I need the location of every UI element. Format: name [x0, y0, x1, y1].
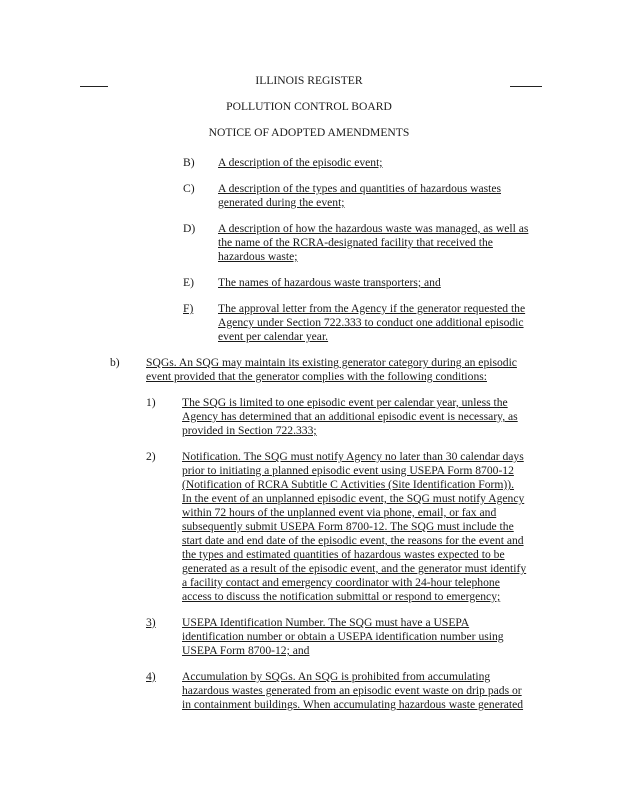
- item-3-line: USEPA Form 8700-12; and: [182, 644, 310, 657]
- notice-title: NOTICE OF ADOPTED AMENDMENTS: [208, 126, 410, 139]
- item-4-line: in containment buildings. When accumulating hazardous waste generated: [182, 698, 524, 711]
- item-1-line: provided in Section 722.333;: [182, 424, 317, 437]
- item-label-b: B): [183, 156, 195, 169]
- item-1-line: The SQG is limited to one episodic event per calendar year, unless the: [182, 396, 508, 409]
- item-2-line: start date and end date of the episodic event, the reasons for the event and: [182, 534, 524, 547]
- item-label-3: 3): [146, 616, 156, 629]
- item-2-line: prior to initiating a planned episodic event using USEPA Form 8700-12: [182, 464, 514, 477]
- header-rule-right: [510, 86, 542, 87]
- section-b-line: event provided that the generator complies with the following conditions:: [146, 370, 487, 383]
- item-d-line: hazardous waste;: [218, 250, 298, 263]
- item-4-line: Accumulation by SQGs. An SQG is prohibited from accumulating: [182, 670, 491, 683]
- item-2-line: subsequently submit USEPA Form 8700-12. The SQG must include the: [182, 520, 514, 533]
- item-b-line: A description of the episodic event;: [218, 156, 383, 169]
- item-c-line: A description of the types and quantities of hazardous wastes: [218, 182, 502, 195]
- item-d-line: the name of the RCRA-designated facility that received the: [218, 236, 493, 249]
- item-2-line: access to discuss the notification submittal or respond to emergency;: [182, 590, 501, 603]
- item-2-line: the types and estimated quantities of hazardous wastes expected to be: [182, 548, 505, 561]
- item-label-d: D): [183, 222, 196, 235]
- item-d-line: A description of how the hazardous waste was managed, as well as: [218, 222, 529, 235]
- section-b-line: SQGs. An SQG may maintain its existing generator category during an episodic: [146, 356, 517, 369]
- item-label-1: 1): [146, 396, 156, 409]
- register-title: ILLINOIS REGISTER: [255, 74, 363, 87]
- board-title: POLLUTION CONTROL BOARD: [226, 100, 392, 113]
- item-e-line: The names of hazardous waste transporters; and: [218, 276, 441, 289]
- item-1-line: Agency has determined that an additional episodic event is necessary, as: [182, 410, 518, 423]
- item-4-line: hazardous wastes generated from an episodic event waste on drip pads or: [182, 684, 522, 697]
- item-label-f: F): [183, 302, 194, 315]
- item-label-c: C): [183, 182, 195, 195]
- item-2-line: (Notification of RCRA Subtitle C Activities (Site Identification Form)).: [182, 478, 514, 491]
- item-f-line: Agency under Section 722.333 to conduct one additional episodic: [218, 316, 524, 329]
- item-2-line: In the event of an unplanned episodic event, the SQG must notify Agency: [182, 492, 525, 505]
- item-3-line: USEPA Identification Number. The SQG must have a USEPA: [182, 616, 470, 629]
- item-3-line: identification number or obtain a USEPA identification number using: [182, 630, 504, 643]
- item-2-line: Notification. The SQG must notify Agency no later than 30 calendar days: [182, 450, 524, 463]
- item-label-e: E): [183, 276, 194, 289]
- item-label-2: 2): [146, 450, 156, 463]
- item-2-line: within 72 hours of the unplanned event via phone, email, or fax and: [182, 506, 497, 519]
- item-f-line: event per calendar year.: [218, 330, 329, 343]
- item-label-4: 4): [146, 670, 156, 683]
- section-label-b: b): [110, 356, 120, 369]
- item-f-line: The approval letter from the Agency if the generator requested the: [218, 302, 526, 315]
- item-2-line: generated as a result of the episodic event, and the generator must identify: [182, 562, 527, 575]
- item-2-line: a facility contact and emergency coordinator with 24-hour telephone: [182, 576, 500, 589]
- item-c-line: generated during the event;: [218, 196, 345, 209]
